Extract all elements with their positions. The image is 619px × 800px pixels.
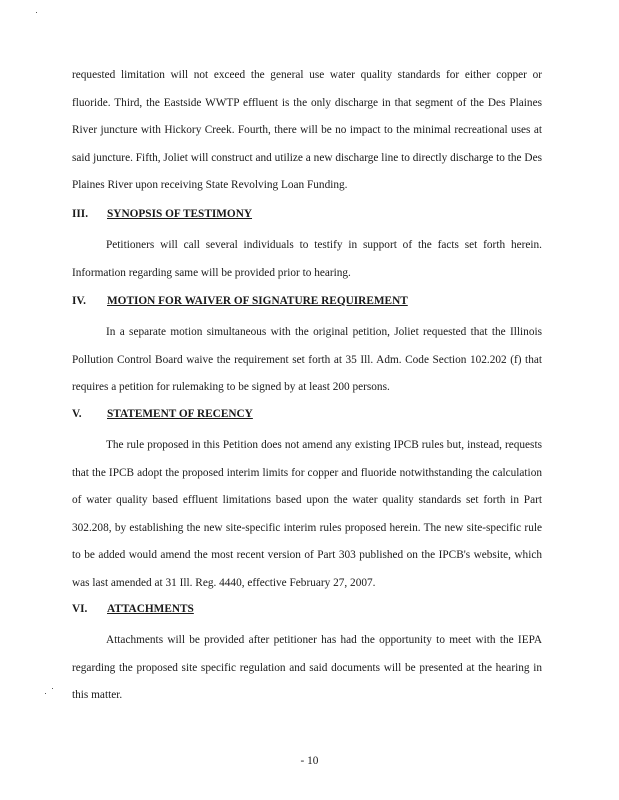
heading-motion-for-waiver — [72, 295, 408, 307]
heading-synopsis-of-testimony — [72, 208, 252, 220]
paragraph-synopsis: Petitioners will call several individuals to testify in support of the facts set forth herein. Information regarding same will be provided prior to hearing. — [72, 239, 542, 279]
heading-attachments — [72, 603, 194, 615]
scan-speck — [52, 688, 53, 689]
paragraph-continuation: requested limitation will not exceed the general use water quality standards for either copper or fluoride. Third, the Eastside WWTP effluent is the only discharge in that segment of the Des Plaines River juncture with Hickory Creek. Fourth, there will be no impact to the minimal recreational uses at said juncture. Fifth, Joliet will construct and utilize a new discharge line to directly discharge to the Des Plaines River upon receiving State Revolving Loan Funding. — [72, 69, 542, 192]
heading-title: ATTACHMENTS — [107, 603, 194, 615]
heading-number: VI. — [72, 603, 88, 615]
heading-title: SYNOPSIS OF TESTIMONY — [107, 208, 253, 220]
paragraph-motion-for-waiver: In a separate motion simultaneous with the original petition, Joliet requested that the Illinois Pollution Control Board waive the requirement set forth at 35 Ill. Adm. Code Section 102.202 (f) that requires a petition for rulemaking to be signed by at least 200 persons. — [72, 326, 542, 394]
heading-title: MOTION FOR WAIVER OF SIGNATURE REQUIREMENT — [107, 295, 408, 307]
heading-number: III. — [72, 208, 89, 220]
heading-number: IV. — [72, 295, 86, 307]
heading-title: STATEMENT OF RECENCY — [107, 408, 253, 420]
heading-statement-of-recency — [72, 408, 253, 420]
page-number: - 10 — [300, 755, 319, 767]
paragraph-attachments: Attachments will be provided after petitioner has had the opportunity to meet with the IEPA regarding the proposed site specific regulation and said documents will be presented at the hearing in this matter. — [72, 634, 542, 702]
scan-speck — [36, 12, 37, 13]
scan-speck — [45, 693, 46, 694]
heading-number: V. — [72, 408, 82, 420]
paragraph-statement-of-recency: The rule proposed in this Petition does not amend any existing IPCB rules but, instead, requests that the IPCB adopt the proposed interim limits for copper and fluoride notwithstanding the calculation of water quality based effluent limitations based upon the water quality standards set forth in Part 302.208, by establishing the new site-specific interim rules proposed herein. The new site-specific rule to be added would amend the most recent version of Part 303 published on the IPCB's website, which was last amended at 31 Ill. Reg. 4440, effective February 27, 2007. — [72, 439, 542, 589]
